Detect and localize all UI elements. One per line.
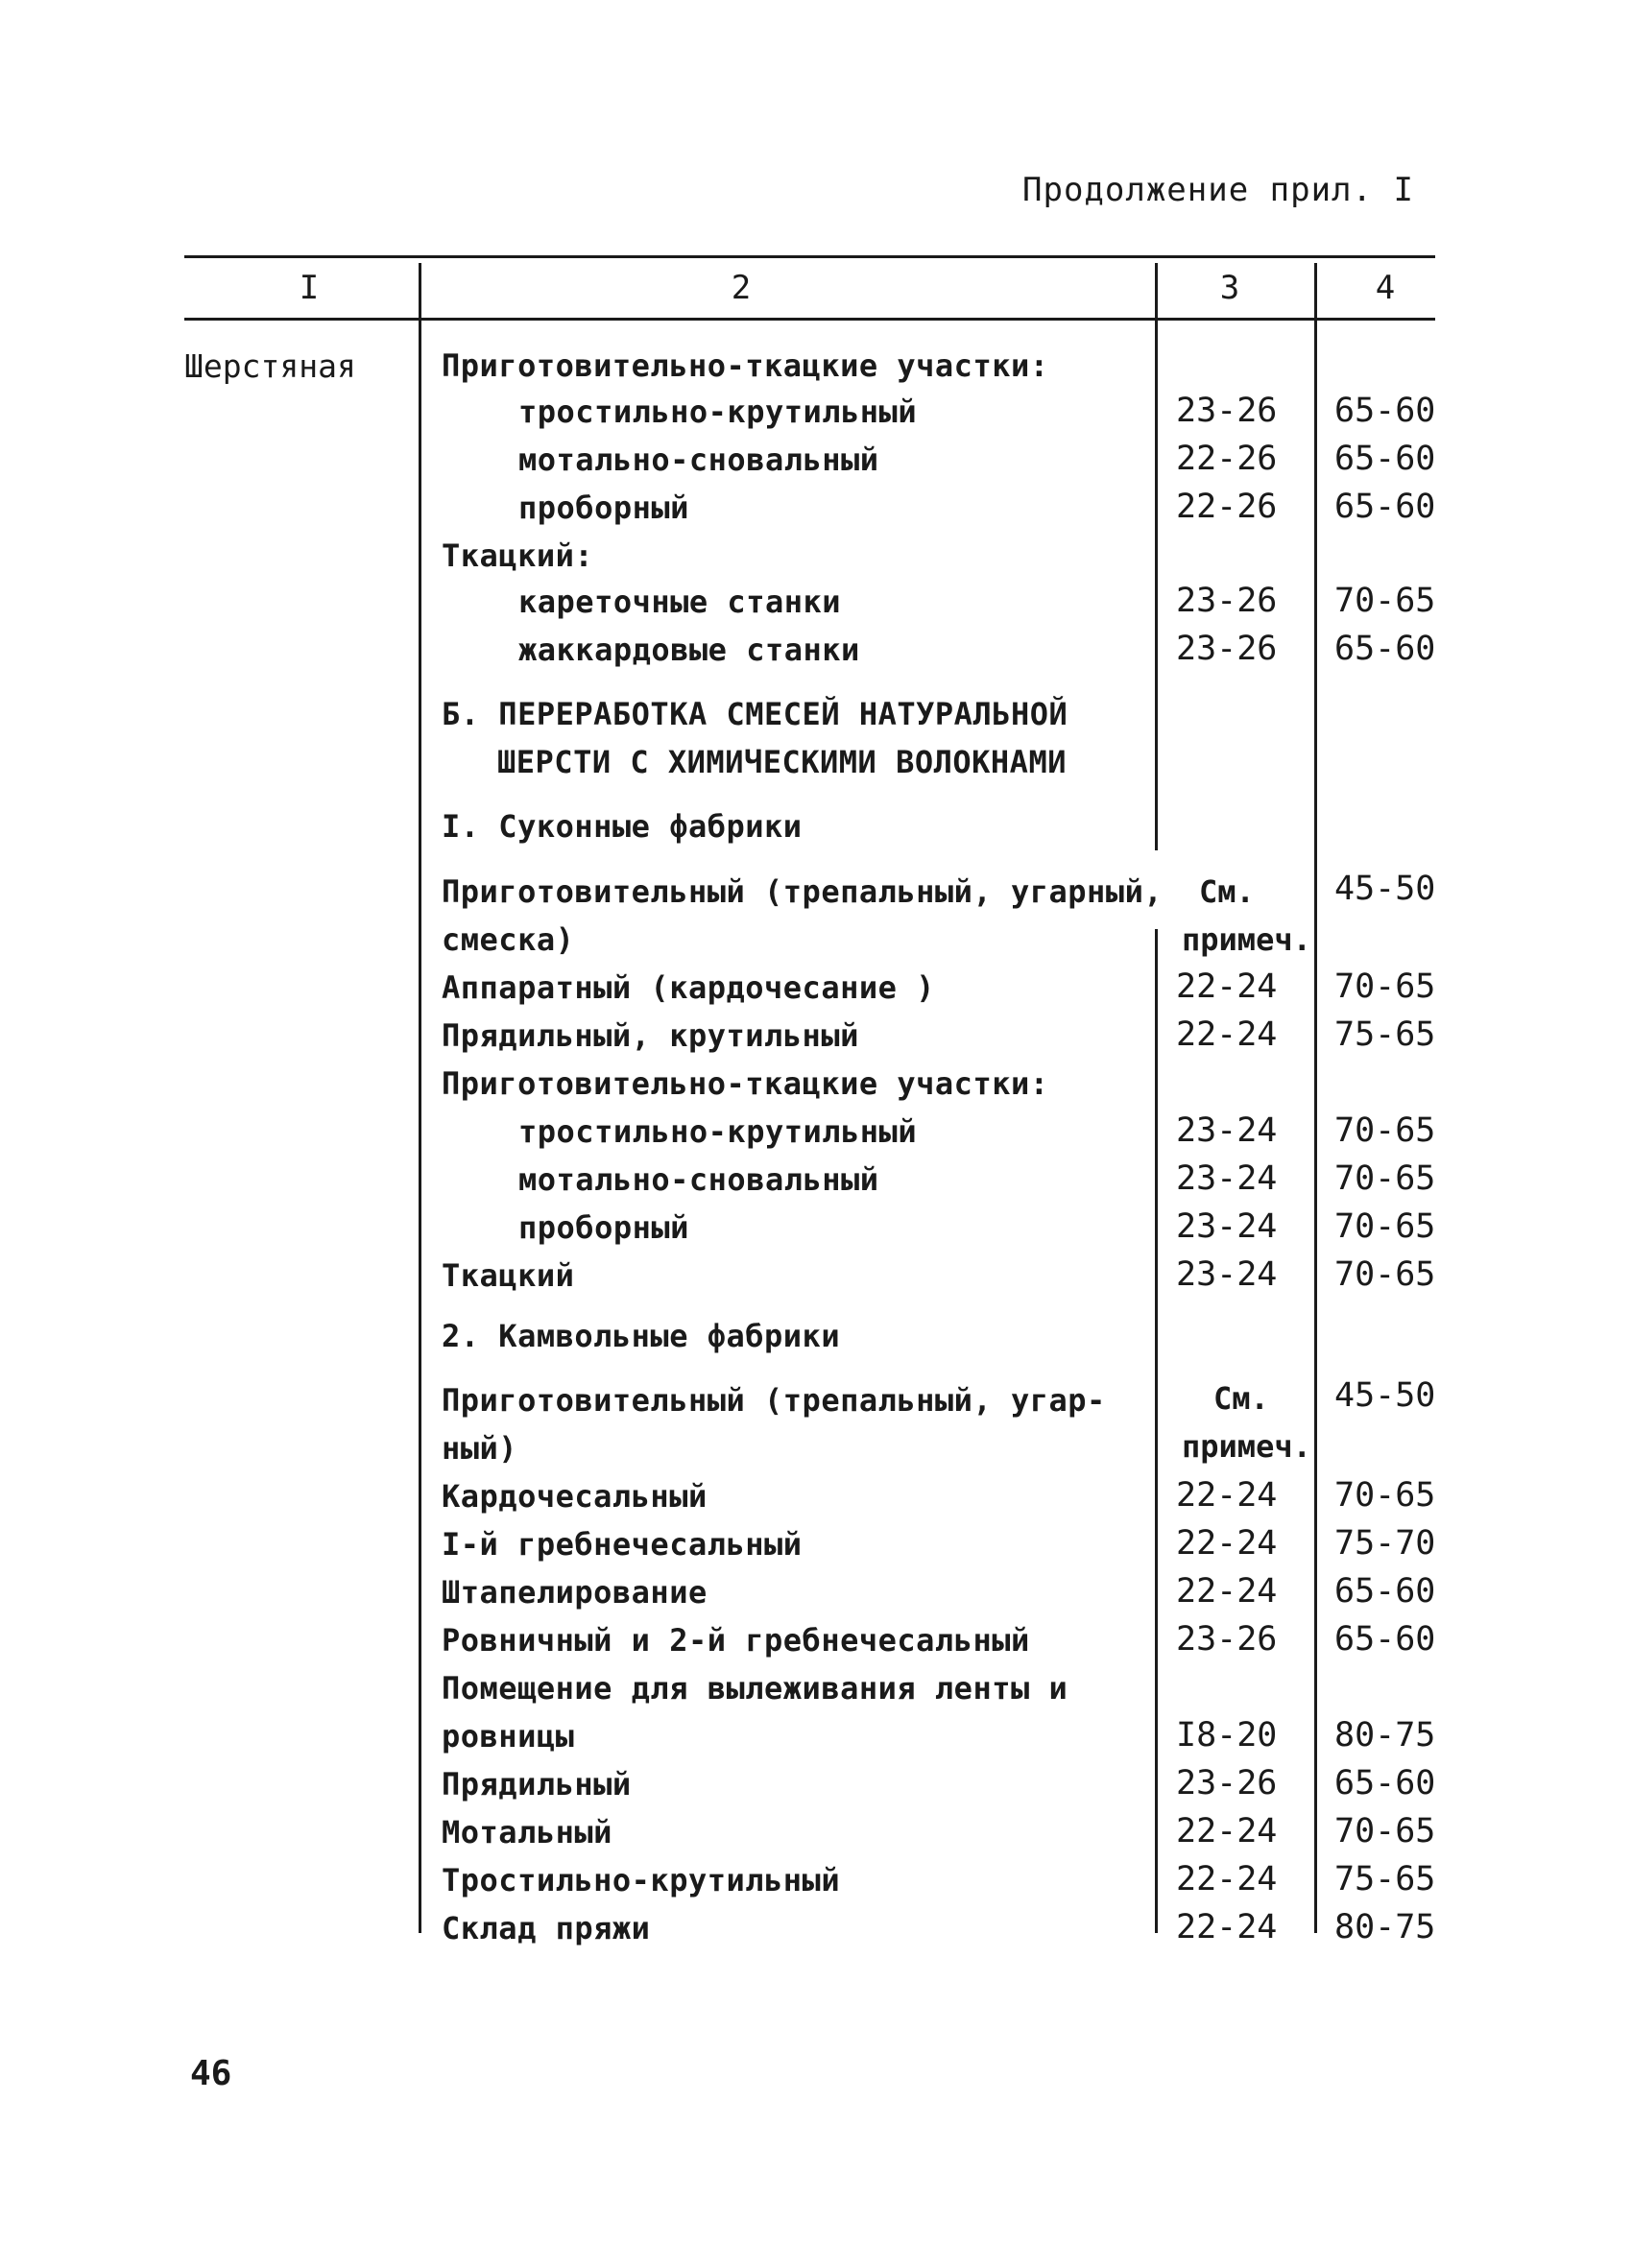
section-heading-line-1: Б. ПЕРЕРАБОТКА СМЕСЕЙ НАТУРАЛЬНОЙ <box>442 696 1068 732</box>
humidity-value: 70-65 <box>1334 967 1436 1006</box>
subsection-title: 2. Камвольные фабрики <box>442 1318 841 1354</box>
temperature-value: 23-24 <box>1176 1159 1278 1198</box>
humidity-value: 65-60 <box>1334 392 1436 430</box>
humidity-value: 70-65 <box>1334 1159 1436 1198</box>
row-name: Штапелирование <box>442 1574 708 1611</box>
column-divider-3 <box>1314 263 1317 1933</box>
humidity-value: 65-60 <box>1334 440 1436 478</box>
row-name: Ровничный и 2-й гребнечесальный <box>442 1622 1030 1659</box>
row-name: мотально-сновальный <box>518 1161 879 1198</box>
temperature-note: примеч. <box>1182 1428 1311 1465</box>
temperature-value: 22-24 <box>1176 1572 1278 1611</box>
humidity-value: 65-60 <box>1334 488 1436 526</box>
temperature-note: См. <box>1213 1380 1269 1417</box>
temperature-value: I8-20 <box>1176 1716 1278 1755</box>
column-divider-2 <box>1155 263 1158 850</box>
column-number-1: I <box>299 269 320 307</box>
row-name: Приготовительно-ткацкие участки: <box>442 1065 1049 1102</box>
table-header-rule <box>184 318 1435 321</box>
humidity-value: 45-50 <box>1334 870 1436 908</box>
row-name: Помещение для вылеживания ленты и <box>442 1670 1068 1707</box>
continuation-header: Продолжение прил. I <box>1022 171 1414 209</box>
humidity-value: 70-65 <box>1334 1476 1436 1515</box>
humidity-value: 80-75 <box>1334 1716 1436 1755</box>
temperature-value: 22-24 <box>1176 1860 1278 1898</box>
row-name: Тростильно-крутильный <box>442 1862 841 1898</box>
row-name: Прядильный, крутильный <box>442 1017 859 1054</box>
row-name: мотально-сновальный <box>518 442 879 478</box>
temperature-value: 23-24 <box>1176 1111 1278 1150</box>
temperature-value: 23-26 <box>1176 1620 1278 1659</box>
humidity-value: 65-60 <box>1334 630 1436 668</box>
temperature-value: 22-24 <box>1176 1524 1278 1563</box>
row-name: Ткацкий <box>442 1257 575 1294</box>
column-divider-2-lower <box>1155 929 1158 1933</box>
humidity-value: 45-50 <box>1334 1376 1436 1415</box>
humidity-value: 70-65 <box>1334 1207 1436 1246</box>
temperature-value: 22-24 <box>1176 967 1278 1006</box>
column-number-4: 4 <box>1375 269 1396 307</box>
temperature-value: 23-26 <box>1176 392 1278 430</box>
category-cell: Шерстяная <box>184 347 356 385</box>
row-name: Склад пряжи <box>442 1910 651 1946</box>
humidity-value: 65-60 <box>1334 1764 1436 1802</box>
humidity-value: 65-60 <box>1334 1620 1436 1659</box>
row-name: Ткацкий: <box>442 537 594 574</box>
row-name: проборный <box>518 489 689 526</box>
section-heading-line-2: ШЕРСТИ С ХИМИЧЕСКИМИ ВОЛОКНАМИ <box>497 744 1067 780</box>
temperature-value: 22-24 <box>1176 1812 1278 1850</box>
temperature-value: 22-24 <box>1176 1015 1278 1054</box>
row-name: кареточные станки <box>518 584 842 620</box>
temperature-value: 23-24 <box>1176 1207 1278 1246</box>
row-name: ный) <box>442 1430 518 1467</box>
temperature-value: 23-26 <box>1176 630 1278 668</box>
row-name: Приготовительный (трепальный, угар- <box>442 1382 1106 1419</box>
column-divider-1 <box>419 263 421 1933</box>
row-name: Мотальный <box>442 1814 612 1850</box>
humidity-value: 70-65 <box>1334 1812 1436 1850</box>
row-name: Приготовительный (трепальный, угарный, <box>442 873 1164 910</box>
temperature-value: 22-24 <box>1176 1476 1278 1515</box>
page-number: 46 <box>190 2054 232 2093</box>
column-number-3: 3 <box>1219 269 1240 307</box>
column-number-2: 2 <box>731 269 752 307</box>
temperature-note: См. <box>1199 873 1255 910</box>
humidity-value: 65-60 <box>1334 1572 1436 1611</box>
humidity-value: 75-65 <box>1334 1015 1436 1054</box>
row-name: проборный <box>518 1209 689 1246</box>
row-name: смеска) <box>442 921 575 958</box>
temperature-value: 22-24 <box>1176 1908 1278 1946</box>
humidity-value: 70-65 <box>1334 1255 1436 1294</box>
humidity-value: 75-65 <box>1334 1860 1436 1898</box>
temperature-value: 23-26 <box>1176 582 1278 620</box>
row-name: тростильно-крутильный <box>518 1113 918 1150</box>
table-top-rule <box>184 255 1435 258</box>
row-name: тростильно-крутильный <box>518 394 918 430</box>
humidity-value: 70-65 <box>1334 582 1436 620</box>
row-name: ровницы <box>442 1718 575 1755</box>
humidity-value: 70-65 <box>1334 1111 1436 1150</box>
temperature-value: 22-26 <box>1176 440 1278 478</box>
humidity-value: 75-70 <box>1334 1524 1436 1563</box>
row-name: Аппаратный (кардочесание ) <box>442 969 935 1006</box>
row-name: Кардочесальный <box>442 1478 708 1515</box>
row-name: жаккардовые станки <box>518 632 860 668</box>
row-name: Прядильный <box>442 1766 632 1802</box>
row-name: Приготовительно-ткацкие участки: <box>442 347 1049 384</box>
row-name: I-й гребнечесальный <box>442 1526 803 1563</box>
temperature-value: 22-26 <box>1176 488 1278 526</box>
temperature-note: примеч. <box>1182 921 1311 958</box>
humidity-value: 80-75 <box>1334 1908 1436 1946</box>
temperature-value: 23-24 <box>1176 1255 1278 1294</box>
subsection-title: I. Суконные фабрики <box>442 808 803 845</box>
temperature-value: 23-26 <box>1176 1764 1278 1802</box>
